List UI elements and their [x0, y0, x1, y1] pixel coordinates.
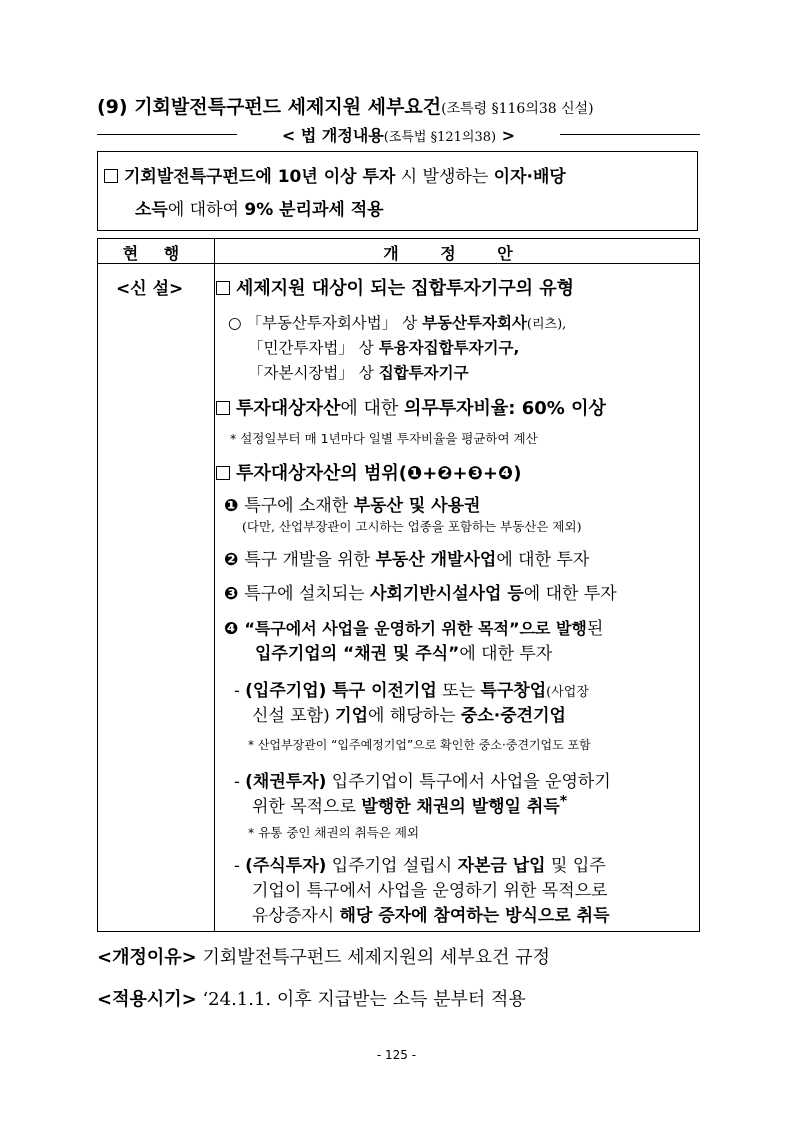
item-4-line-1: ❹ “특구에서 사업을 운영하기 위한 목적”으로 발행된 [224, 619, 604, 639]
comparison-table [97, 238, 700, 932]
amendment-reason: <개정이유> 기회발전특구펀드 세제지원의 세부요건 규정 [97, 947, 550, 968]
summary-box [97, 151, 698, 231]
section-1-heading: 세제지원 대상이 되는 집합투자기구의 유형 [216, 274, 574, 300]
summary-line-2: 소득에 대하여 9% 분리과세 적용 [135, 200, 384, 220]
detail-2-line-2: 위한 목적으로 발행한 채권의 발행일 취득* [252, 793, 568, 817]
detail-1-line-2: 신설 포함) 기업에 해당하는 중소·중견기업 [252, 706, 566, 726]
item-2: ❷ 특구 개발을 위한 부동산 개발사업에 대한 투자 [224, 550, 590, 570]
current-new-tag: <신 설> [116, 279, 184, 299]
s1-line-2: 「민간투자법」 상 투융자집합투자기구, [248, 339, 520, 357]
column-divider [214, 239, 215, 931]
law-header-label: < 법 개정내용 [281, 126, 384, 145]
s2-note: * 설정일부터 매 1년마다 일별 투자비율을 평균하여 계산 [230, 431, 538, 446]
header-new: 개 정 안 [383, 244, 531, 263]
law-amendment-header [97, 123, 700, 145]
detail-1-note: * 산업부장관이 “입주예정기업”으로 확인한 중소·중견기업도 포함 [248, 738, 591, 752]
section-title [97, 92, 594, 119]
section-title-note: (조특령 §116의38 신설) [441, 101, 594, 117]
header-current: 현 행 [122, 244, 190, 263]
law-header-ref: (조특법 §121의38) [383, 130, 497, 145]
application-timing: <적용시기> ‘24.1.1. 이후 지급받는 소득 분부터 적용 [97, 989, 526, 1010]
detail-3-line-3: 유상증자시 해당 증자에 참여하는 방식으로 취득 [252, 906, 610, 926]
detail-2-line-1: - (채권투자) 입주기업이 특구에서 사업을 운영하기 [234, 772, 611, 792]
section-2-heading: 투자대상자산에 대한 의무투자비율: 60% 이상 [216, 394, 606, 420]
detail-2-note: * 유통 중인 채권의 취득은 제외 [248, 825, 420, 840]
section-3-heading: 투자대상자산의 범위(❶+❷+❸+❹) [216, 459, 521, 485]
item-3: ❸ 특구에 설치되는 사회기반시설사업 등에 대한 투자 [224, 584, 617, 604]
summary-line-1: 기회발전특구펀드에 10년 이상 투자 시 발생하는 이자·배당 [104, 162, 566, 187]
item-1: ❶ 특구에 소재한 부동산 및 사용권 [224, 496, 481, 516]
detail-1-line-1: - (입주기업) 특구 이전기업 또는 특구창업(사업장 [234, 681, 589, 701]
item-1-note: (다만, 산업부장관이 고시하는 업종을 포함하는 부동산은 제외) [242, 519, 582, 534]
checkbox-square-icon [216, 466, 230, 480]
section-title-main: (9) 기회발전특구펀드 세제지원 세부요건 [97, 96, 442, 118]
checkbox-square-icon [104, 169, 118, 183]
s1-line-3: 「자본시장법」 상 집합투자기구 [248, 364, 469, 382]
checkbox-square-icon [216, 281, 230, 295]
item-4-line-2: 입주기업의 “채권 및 주식”에 대한 투자 [255, 644, 553, 664]
detail-3-line-2: 기업이 특구에서 사업을 운영하기 위한 목적으로 [252, 881, 608, 901]
checkbox-square-icon [216, 401, 230, 415]
s1-line-1: ○ 「부동산투자회사법」 상 부동산투자회사(리츠), [228, 314, 567, 332]
page-number: - 125 - [376, 1048, 417, 1062]
detail-3-line-1: - (주식투자) 입주기업 설립시 자본금 납입 및 입주 [234, 856, 606, 876]
law-header-end: > [496, 126, 516, 145]
